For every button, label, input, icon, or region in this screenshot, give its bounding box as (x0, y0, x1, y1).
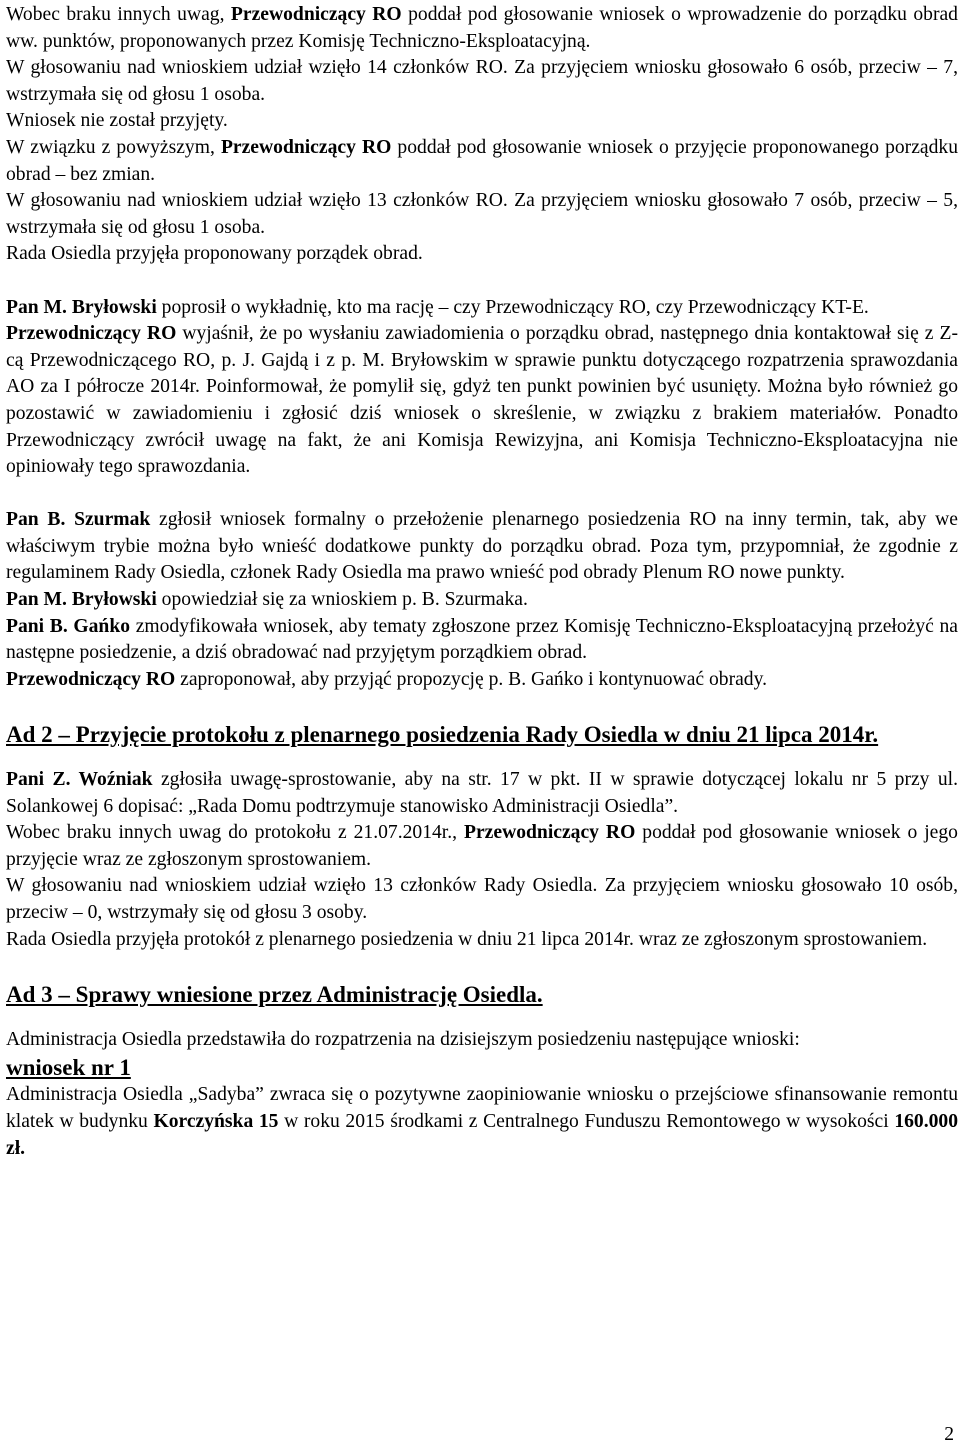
text-run: Rada Osiedla przyjęła protokół z plenarnego posiedzenia w dniu 21 lipca 2014r. wraz ze zgłoszonym sprostowaniem. (6, 928, 928, 950)
paragraph (6, 820, 958, 873)
bold-text: Pan B. Szurmak (6, 509, 151, 531)
paragraph (6, 587, 958, 614)
text-run: poddał pod głosowanie wniosek o wprowadzenie do porządku obrad ww. punktów, proponowanych przez Komisję Techniczno-Eksploatacyjną. (6, 4, 958, 52)
bold-text: 160.000 zł. (6, 1110, 958, 1159)
bold-text: Pan M. Bryłowski (6, 296, 157, 318)
paragraph-spacer (6, 481, 958, 508)
paragraph (6, 667, 958, 694)
text-run: Wniosek nie został przyjęty. (6, 110, 228, 132)
bold-text: Pan M. Bryłowski (6, 589, 157, 611)
text-run: poprosił o wykładnię, kto ma rację – czy Przewodniczący RO, czy Przewodniczący KT-E. (156, 296, 869, 318)
paragraph (6, 55, 958, 108)
text-run: W głosowaniu nad wnioskiem udział wzięło 13 członków Rady Osiedla. Za przyjęciem wniosku głosowało 10 osób, przeciw – 0, wstrzymały się od głosu 3 osoby. (6, 875, 958, 923)
paragraph (6, 614, 958, 667)
paragraph (6, 767, 958, 820)
paragraph (6, 2, 958, 55)
text-run: W związku z powyższym, (6, 136, 221, 158)
paragraph (6, 1082, 958, 1162)
document-page (6, 2, 958, 1162)
bold-text: Przewodniczący RO (6, 668, 176, 690)
text-run: wyjaśnił, że po wysłaniu zawiadomienia o porządku obrad, następnego dnia kontaktował się z Z-cą Przewodniczącego RO, p. J. Gajdą i z p. M. Bryłowskim w sprawie punktu dotyczącego rozpatrzenia sprawozdania AO za I półrocze 2014r. Poinformował, że pomylił się, gdyż ten punkt powinien być usunięty. Można było również go pozostawić w zawiadomieniu i zgłosić dziś wniosek o skreślenie, w związku z brakiem materiałów. Ponadto Przewodniczący zwrócił uwagę na fakt, że ani Komisja Rewizyjna, ani Komisja Techniczno-Eksploatacyjna nie opiniowały tego sprawozdania. (6, 323, 958, 478)
text-run: Administracja Osiedla przedstawiła do rozpatrzenia na dzisiejszym posiedzeniu następujące wnioski: (6, 1028, 800, 1050)
paragraph (6, 1027, 958, 1054)
text-run: Administracja Osiedla „Sadyba” zwraca się o pozytywne zaopiniowanie wniosku o przejściowe sfinansowanie remontu klatek w budynku (6, 1084, 958, 1132)
paragraph (6, 241, 958, 268)
text-run: w roku 2015 środkami z Centralnego Funduszu Remontowego w wysokości (278, 1110, 895, 1132)
paragraph-spacer (6, 268, 958, 295)
text-run: zgłosiła uwagę-sprostowanie, aby na str. 17 w pkt. II w sprawie dotyczącej lokalu nr 5 przy ul. Solankowej 6 dopisać: „Rada Domu podtrzymuje stanowisko Administracji Osiedla”. (6, 769, 958, 817)
text-run: Wobec braku innych uwag, (6, 4, 231, 25)
bold-text: Przewodniczący RO (220, 136, 392, 158)
paragraph-spacer (6, 1009, 958, 1027)
bold-text: Przewodniczący RO (230, 4, 402, 25)
paragraph (6, 321, 958, 481)
paragraph-spacer (6, 953, 958, 980)
paragraph (6, 295, 958, 322)
text-run: zmodyfikowała wniosek, aby tematy zgłoszone przez Komisję Techniczno-Eksploatacyjną przełożyć na następne posiedzenie, a dziś obradować nad przyjętym porządkiem obrad. (6, 615, 959, 664)
text-run: Wobec braku innych uwag do protokołu z 21.07.2014r., (6, 822, 465, 844)
paragraph-spacer (6, 749, 958, 767)
bold-text: Pani B. Gańko (6, 615, 131, 637)
text-run: zaproponował, aby przyjąć propozycję p. B. Gańko i kontynuować obrady. (175, 668, 768, 690)
text-run: W głosowaniu nad wnioskiem udział wzięło 14 członków RO. Za przyjęciem wniosku głosowało 6 osób, przeciw – 7, wstrzymała się od głosu 1 osoba. (6, 57, 958, 105)
paragraph (6, 927, 958, 954)
section-heading: Ad 2 – Przyjęcie protokołu z plenarnego posiedzenia Rady Osiedla w dniu 21 lipca 2014r. (6, 722, 879, 748)
text-run: Rada Osiedla przyjęła proponowany porządek obrad. (6, 243, 423, 265)
text-run: W głosowaniu nad wnioskiem udział wzięło 13 członków RO. Za przyjęciem wniosku głosowało 7 osób, przeciw – 5, wstrzymała się od głosu 1 osoba. (6, 190, 958, 238)
paragraph (6, 188, 958, 241)
paragraph (6, 135, 958, 188)
text-run: opowiedział się za wnioskiem p. B. Szurmaka. (156, 589, 528, 611)
paragraph (6, 108, 958, 135)
paragraph-spacer (6, 693, 958, 720)
subsection-heading: wniosek nr 1 (6, 1055, 131, 1081)
text-run: zgłosił wniosek formalny o przełożenie plenarnego posiedzenia RO na inny termin, tak, aby we właściwym trybie można było wnieść dodatkowe punkty do porządku obrad. Poza tym, przypomniał, że zgodnie z regulaminem Rady Osiedla, członek Rady Osiedla ma prawo wnieść pod obrady Plenum RO nowe punkty. (6, 509, 958, 584)
section-heading: Ad 3 – Sprawy wniesione przez Administrację Osiedla. (6, 981, 543, 1007)
bold-text: Pani Z. Woźniak (6, 769, 153, 791)
page-number: 2 (944, 1424, 954, 1445)
paragraph (6, 873, 958, 926)
text-run: poddał pod głosowanie wniosek o przyjęcie proponowanego porządku obrad – bez zmian. (6, 136, 958, 185)
paragraph (6, 507, 958, 587)
bold-text: Przewodniczący RO (464, 822, 636, 844)
text-run: poddał pod głosowanie wniosek o jego przyjęcie wraz ze zgłoszonym sprostowaniem. (6, 822, 958, 870)
bold-text: Korczyńska 15 (153, 1110, 279, 1132)
bold-text: Przewodniczący RO (6, 323, 177, 345)
